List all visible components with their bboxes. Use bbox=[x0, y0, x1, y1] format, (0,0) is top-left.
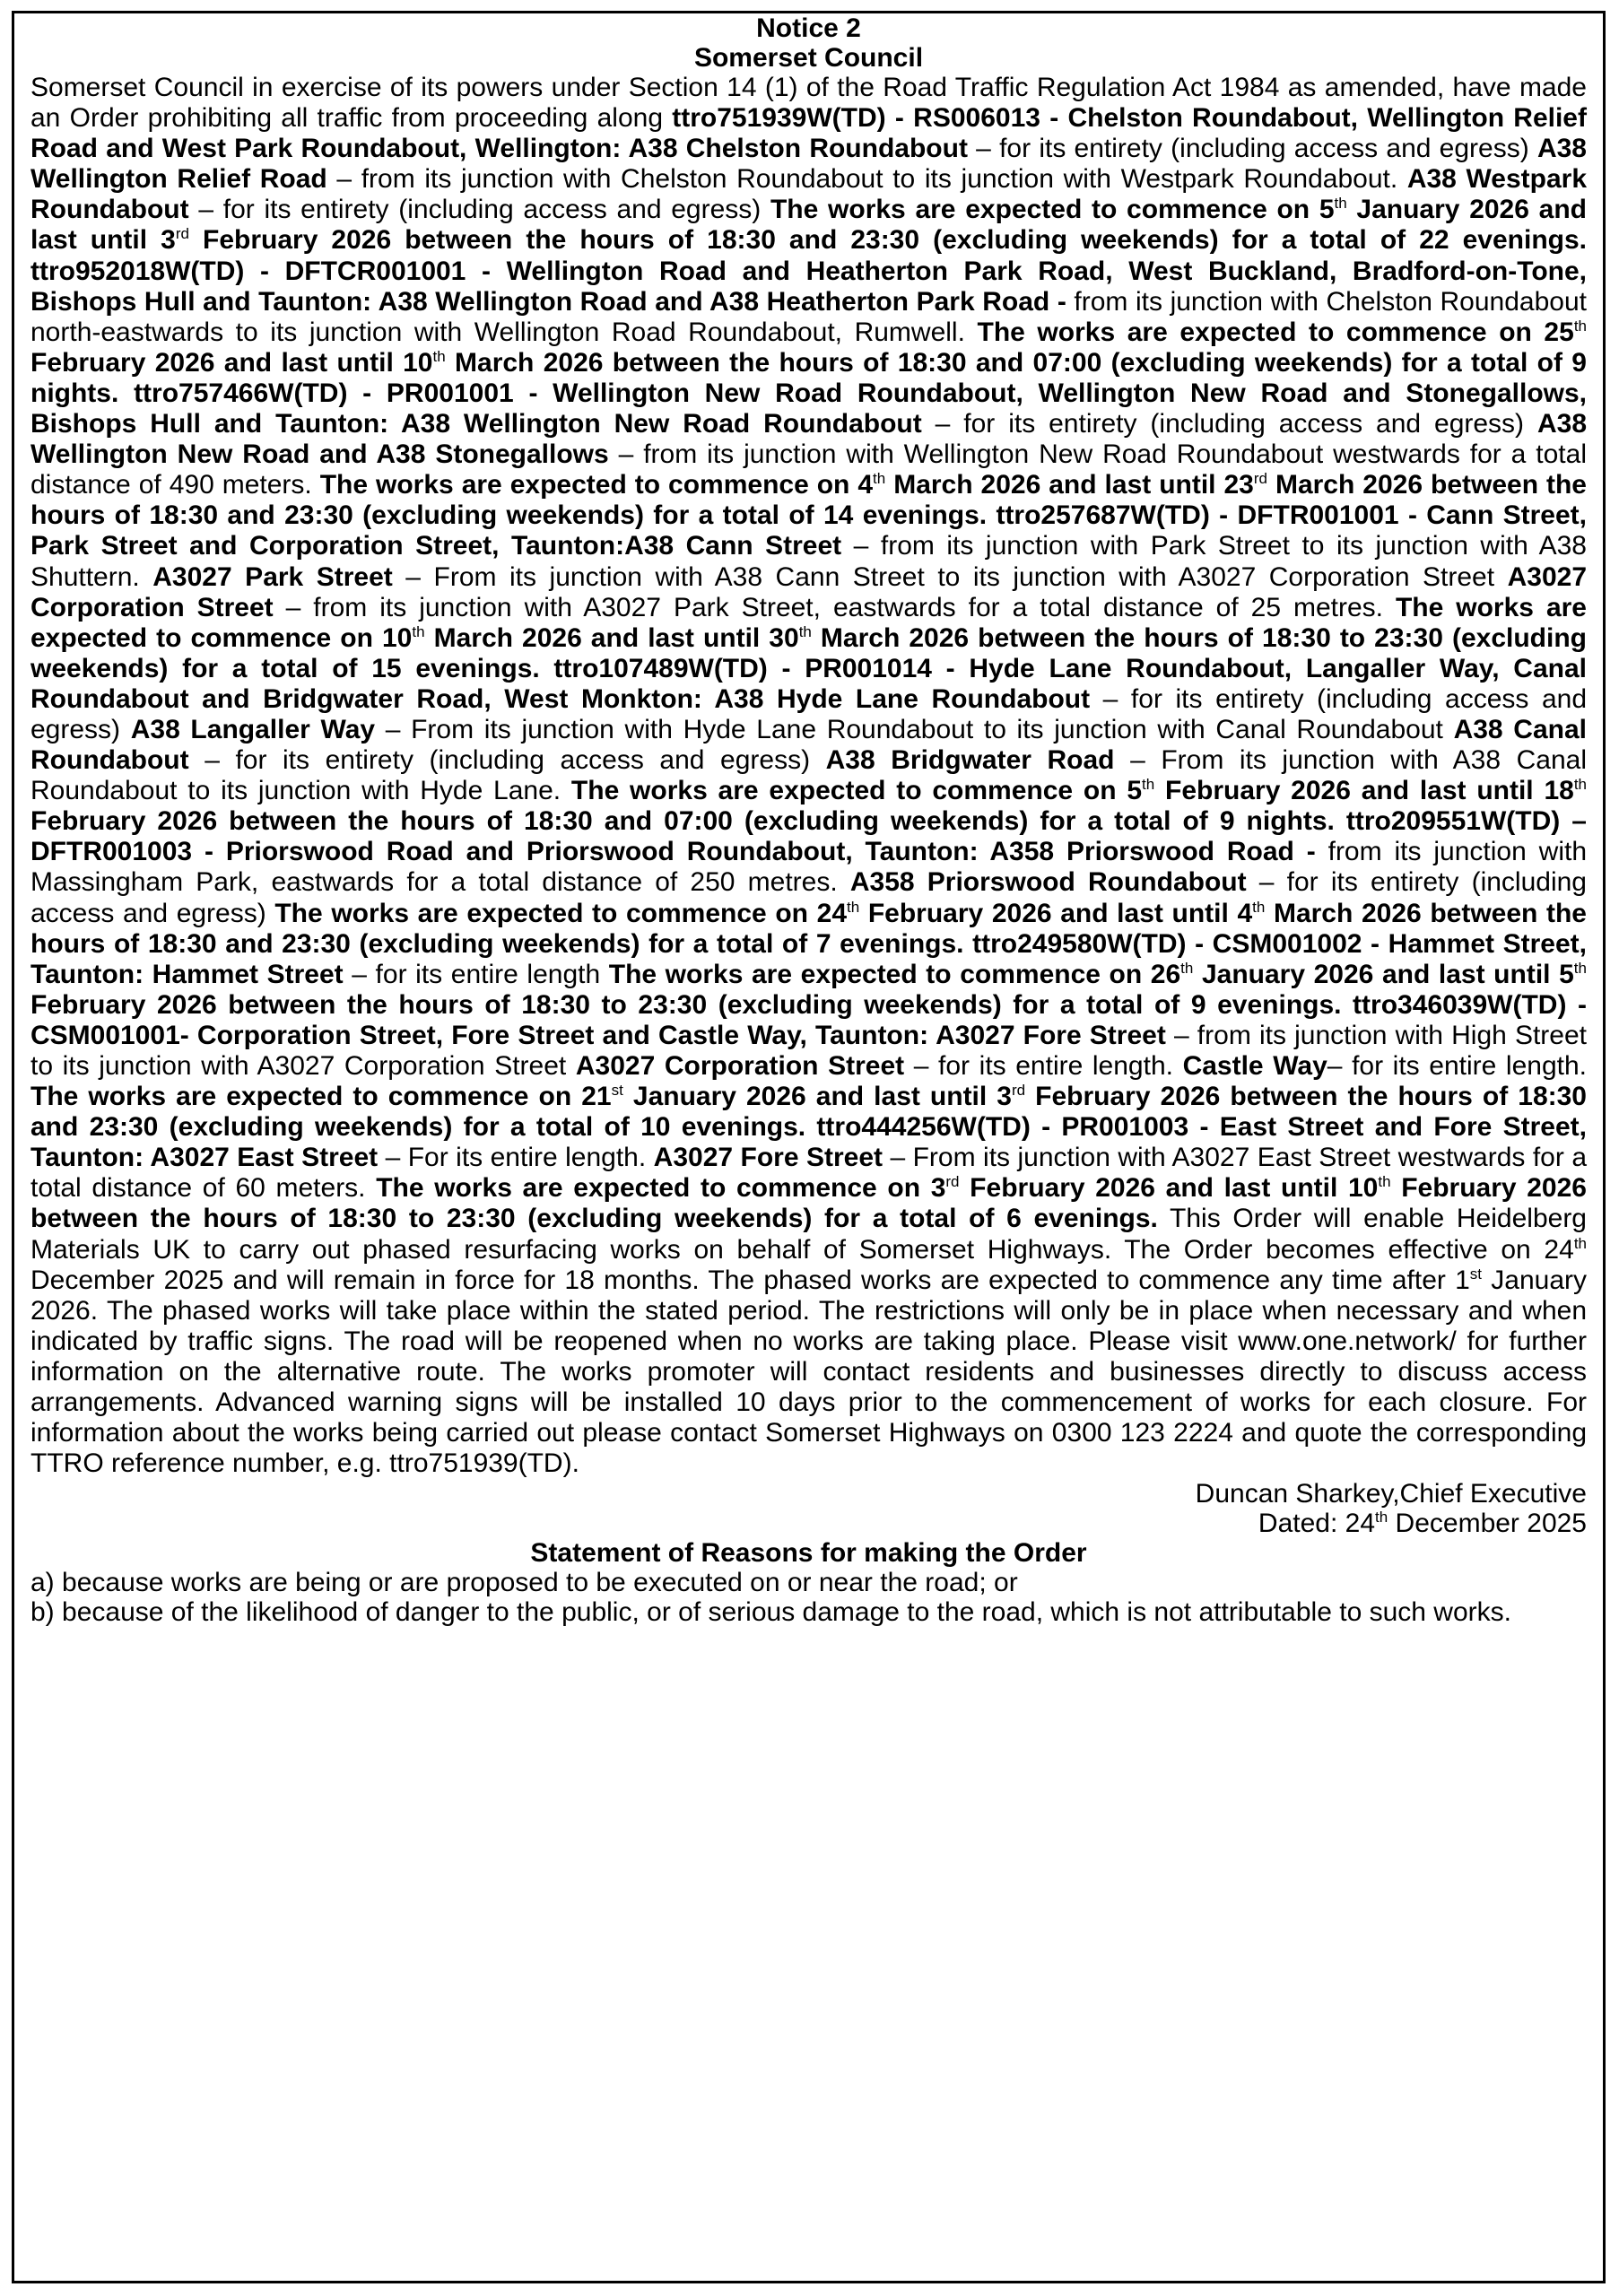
body-bold-run: A358 Priorswood Roundabout bbox=[849, 867, 1247, 898]
body-bold-run: March 2026 between the hours of 18:30 and 23:30 (excluding weekends) for a total of 14 evenings. ttro257687W(TD) - DFTR001001 - Cann Street, Park Street and Corporation Street, Taunton:A38 Cann Street bbox=[30, 470, 1587, 561]
body-ordinal-suffix: rd bbox=[1011, 1082, 1026, 1100]
body-bold-run: March 2026 between the hours of 18:30 to 23:30 (excluding weekends) for a total of 15 evenings. ttro107489W(TD) - PR001014 - Hyde Lane Roundabout, Langaller Way, Canal Roundabout and Bridgwater Road, West Monkton: A38 Hyde Lane Roundabout bbox=[30, 622, 1587, 714]
body-bold-run: March 2026 and last until 23 bbox=[885, 470, 1254, 500]
signatory: Duncan Sharkey,Chief Executive bbox=[1195, 1479, 1587, 1509]
body-bold-run: The works are expected to commence on 5 bbox=[570, 776, 1143, 806]
body-ordinal-suffix: th bbox=[1573, 959, 1587, 977]
body-ordinal-suffix: th bbox=[1252, 898, 1266, 916]
body-ordinal-suffix: th bbox=[1573, 317, 1587, 335]
date-prefix: Dated: 24 bbox=[1258, 1509, 1376, 1539]
body-bold-run: Castle Way bbox=[1182, 1051, 1327, 1081]
body-ordinal-suffix: th bbox=[412, 622, 425, 640]
body-bold-run: The works are expected to commence on 26 bbox=[608, 959, 1181, 989]
date-suffix-ordinal: th bbox=[1375, 1509, 1388, 1526]
body-text-run: January 2026. The phased works will take place within the stated period. The restrictions will only be in place when necessary and when indicated by traffic signs. The road will be reopened when no works are taking place. Please visit www.one.network/ for further information on the alternative route. The works promoter will contact residents and businesses directly to discuss access arrangements. Advanced warning signs will be installed 10 days prior to the commencement of works for each closure. For information about the works being carried out please contact Somerset Highways on 0300 123 2224 and quote the corresponding TTRO reference number, e.g. ttro751939(TD). bbox=[30, 1265, 1587, 1479]
body-bold-run: February 2026 between the hours of 18:30 to 23:30 (excluding weekends) for a total of 9 evenings. ttro346039W(TD) - CSM001001- Corporation Street, Fore Street and Castle Way, Taunton: A3027 Fore Street bbox=[30, 989, 1587, 1050]
body-bold-run: March 2026 between the hours of 18:30 and 07:00 (excluding weekends) for a total of 9 nights. ttro757466W(TD) - PR001001 - Wellington New Road Roundabout, Wellington New Road and Stonegallows, Bishops Hull and Taunton: A38 Wellington New Road Roundabout bbox=[30, 347, 1587, 439]
body-text-run: – for its entirety (including access and egress) bbox=[967, 134, 1537, 164]
body-bold-run: February 2026 between the hours of 18:30 and 23:30 (excluding weekends) for a total of 10 evenings. ttro444256W(TD) - PR001003 - East Street and Fore Street, Taunton: A3027 East Street bbox=[30, 1082, 1587, 1173]
body-ordinal-suffix: rd bbox=[175, 225, 189, 243]
body-bold-run: March 2026 between the hours of 18:30 and 23:30 (excluding weekends) for a total of 7 evenings. ttro249580W(TD) - CSM001002 - Hammet Street, Taunton: Hammet Street bbox=[30, 898, 1587, 989]
body-bold-run: A38 Bridgwater Road bbox=[825, 745, 1115, 776]
body-ordinal-suffix: th bbox=[847, 898, 860, 916]
body-text-run: – for its entire length bbox=[343, 959, 609, 989]
body-bold-run: February 2026 and last until 18 bbox=[1154, 776, 1574, 806]
body-bold-run: The works are expected to commence on 10 bbox=[30, 592, 1587, 653]
body-ordinal-suffix: th bbox=[1573, 776, 1587, 794]
body-text-run: – from its junction with A3027 Park Street, eastwards for a total distance of 25 metres. bbox=[273, 592, 1396, 622]
council-name: Somerset Council bbox=[693, 43, 924, 73]
body-text-run: – for its entirety (including access and egress) bbox=[30, 683, 1587, 744]
body-text-run: – for its entirety (including access and egress) bbox=[188, 195, 770, 225]
body-bold-run: The works are expected to commence on 4 bbox=[319, 470, 874, 500]
body-bold-run: The works are expected to commence on 5 bbox=[770, 195, 1335, 225]
body-text-run: – for its entirety (including access and egress) bbox=[30, 867, 1587, 928]
body-text-run: – from its junction with High Street to its junction with A3027 Corporation Street bbox=[30, 1020, 1588, 1081]
body-bold-run: January 2026 and last until 3 bbox=[622, 1082, 1012, 1112]
body-text-run: – for its entire length. bbox=[1327, 1051, 1587, 1081]
body-ordinal-suffix: th bbox=[798, 622, 812, 640]
body-bold-run: The works are expected to commence on 21 bbox=[30, 1082, 612, 1112]
body-bold-run: A3027 Park Street bbox=[152, 561, 393, 592]
body-text-run: – from its junction with Chelston Roundabout to its junction with Westpark Roundabout. bbox=[326, 164, 1407, 195]
body-bold-run: February 2026 between the hours of 18:30 to 23:30 (excluding weekends) for a total of 6 evenings. bbox=[30, 1173, 1587, 1234]
body-ordinal-suffix: st bbox=[611, 1082, 623, 1100]
date-line bbox=[30, 1509, 1587, 1538]
body-text-run: Somerset Council in exercise of its powers under Section 14 (1) of the Road Traffic Regulation Act 1984 as amended, have made an Order prohibiting all traffic from proceeding along bbox=[30, 73, 1587, 134]
body-ordinal-suffix: th bbox=[1142, 776, 1155, 794]
body-ordinal-suffix: th bbox=[1334, 195, 1347, 213]
body-bold-run: A38 Wellington New Road and A38 Stonegallows bbox=[30, 409, 1588, 470]
reasons-heading: Statement of Reasons for making the Order bbox=[530, 1538, 1087, 1569]
body-text-run: from its junction with Massingham Park, eastwards for a total distance of 250 metres. bbox=[30, 837, 1587, 898]
body-ordinal-suffix: rd bbox=[945, 1173, 960, 1191]
body-bold-run: The works are expected to commence on 25 bbox=[977, 317, 1574, 347]
body-bold-run: A38 Langaller Way bbox=[130, 714, 376, 744]
reason-b: b) because of the likelihood of danger to the public, or of serious damage to the road, which is not attributable to such works. bbox=[30, 1597, 1511, 1628]
body-text-run: This Order will enable Heidelberg Materials UK to carry out phased resurfacing works on behalf of Somerset Highways. The Order becomes effective on 24 bbox=[30, 1204, 1587, 1265]
body-text-run: from its junction with Chelston Roundabout north-eastwards to its junction with Wellington Road Roundabout, Rumwell. bbox=[30, 286, 1587, 347]
body-text-run: – from its junction with Wellington New Road Roundabout westwards for a total distance of 490 meters. bbox=[30, 439, 1587, 500]
body-text-run: December 2025 and will remain in force for 18 months. The phased works are expected to commence any time after 1 bbox=[30, 1265, 1470, 1295]
body-bold-run: A3027 Fore Street bbox=[653, 1143, 883, 1173]
body-bold-run: A38 Wellington Relief Road bbox=[30, 134, 1587, 195]
body-bold-run: January 2026 and last until 5 bbox=[1193, 959, 1574, 989]
body-text-run: – from its junction with Park Street to its junction with A38 Shuttern. bbox=[30, 531, 1587, 592]
body-text-run: – From its junction with A38 Canal Roundabout to its junction with Hyde Lane. bbox=[30, 745, 1587, 806]
body-bold-run: February 2026 and last until 4 bbox=[859, 898, 1253, 928]
body-ordinal-suffix: rd bbox=[1253, 470, 1267, 488]
body-bold-run: The works are expected to commence on 3 bbox=[376, 1173, 946, 1204]
body-bold-run: February 2026 between the hours of 18:30 and 07:00 (excluding weekends) for a total of 9 nights. ttro209551W(TD) – DFTR001003 - Priorswood Road and Priorswood Roundabout, Taunton: A358 Priorswood Road - bbox=[30, 806, 1587, 867]
body-bold-run: March 2026 and last until 30 bbox=[424, 622, 799, 653]
body-ordinal-suffix: th bbox=[1180, 959, 1194, 977]
body-bold-run: The works are expected to commence on 24 bbox=[274, 898, 848, 928]
body-bold-run: A38 Canal Roundabout bbox=[30, 714, 1587, 776]
body-text-run: – for its entire length. bbox=[904, 1051, 1183, 1081]
body-bold-run: February 2026 and last until 10 bbox=[30, 347, 433, 378]
body-ordinal-suffix: th bbox=[432, 347, 446, 365]
body-ordinal-suffix: th bbox=[873, 470, 886, 488]
body-ordinal-suffix: st bbox=[1469, 1265, 1483, 1283]
body-ordinal-suffix: th bbox=[1573, 1234, 1587, 1252]
body-text-run: – For its entire length. bbox=[378, 1143, 654, 1173]
body-bold-run: A38 Westpark Roundabout bbox=[30, 164, 1588, 225]
notice-number: Notice 2 bbox=[756, 13, 861, 43]
body-text-run: – for its entirety (including access and egress) bbox=[921, 409, 1537, 439]
notice-body bbox=[30, 73, 1587, 1479]
body-bold-run: February 2026 between the hours of 18:30 and 23:30 (excluding weekends) for a total of 22 evenings. ttro952018W(TD) - DFTCR001001 - Wellington Road and Heatherton Park Road, West Buckland, Bradford-on-Tone, Bishops Hull and Taunton: A38 Wellington Road and A38 Heatherton Park Road - bbox=[30, 225, 1588, 317]
body-bold-run: ttro751939W(TD) - RS006013 - Chelston Roundabout, Wellington Relief Road and West Park Roundabout, Wellington: A38 Chelston Roundabout bbox=[30, 103, 1587, 164]
body-text-run: – From its junction with A3027 East Street westwards for a total distance of 60 meters. bbox=[30, 1143, 1587, 1204]
body-ordinal-suffix: th bbox=[1378, 1173, 1391, 1191]
notice-frame bbox=[12, 11, 1606, 2283]
body-bold-run: February 2026 and last until 10 bbox=[959, 1173, 1379, 1204]
body-bold-run: A3027 Corporation Street bbox=[575, 1051, 905, 1081]
body-text-run: – From its junction with Hyde Lane Roundabout to its junction with Canal Roundabout bbox=[375, 714, 1454, 744]
date-rest: December 2025 bbox=[1388, 1509, 1587, 1539]
body-bold-run: A3027 Corporation Street bbox=[30, 561, 1587, 622]
body-text-run: – for its entirety (including access and egress) bbox=[188, 745, 826, 776]
body-bold-run: January 2026 and last until 3 bbox=[30, 195, 1587, 256]
body-text-run: – From its junction with A38 Cann Street to its junction with A3027 Corporation Street bbox=[392, 561, 1508, 592]
reason-a: a) because works are being or are proposed to be executed on or near the road; or bbox=[30, 1568, 1018, 1598]
